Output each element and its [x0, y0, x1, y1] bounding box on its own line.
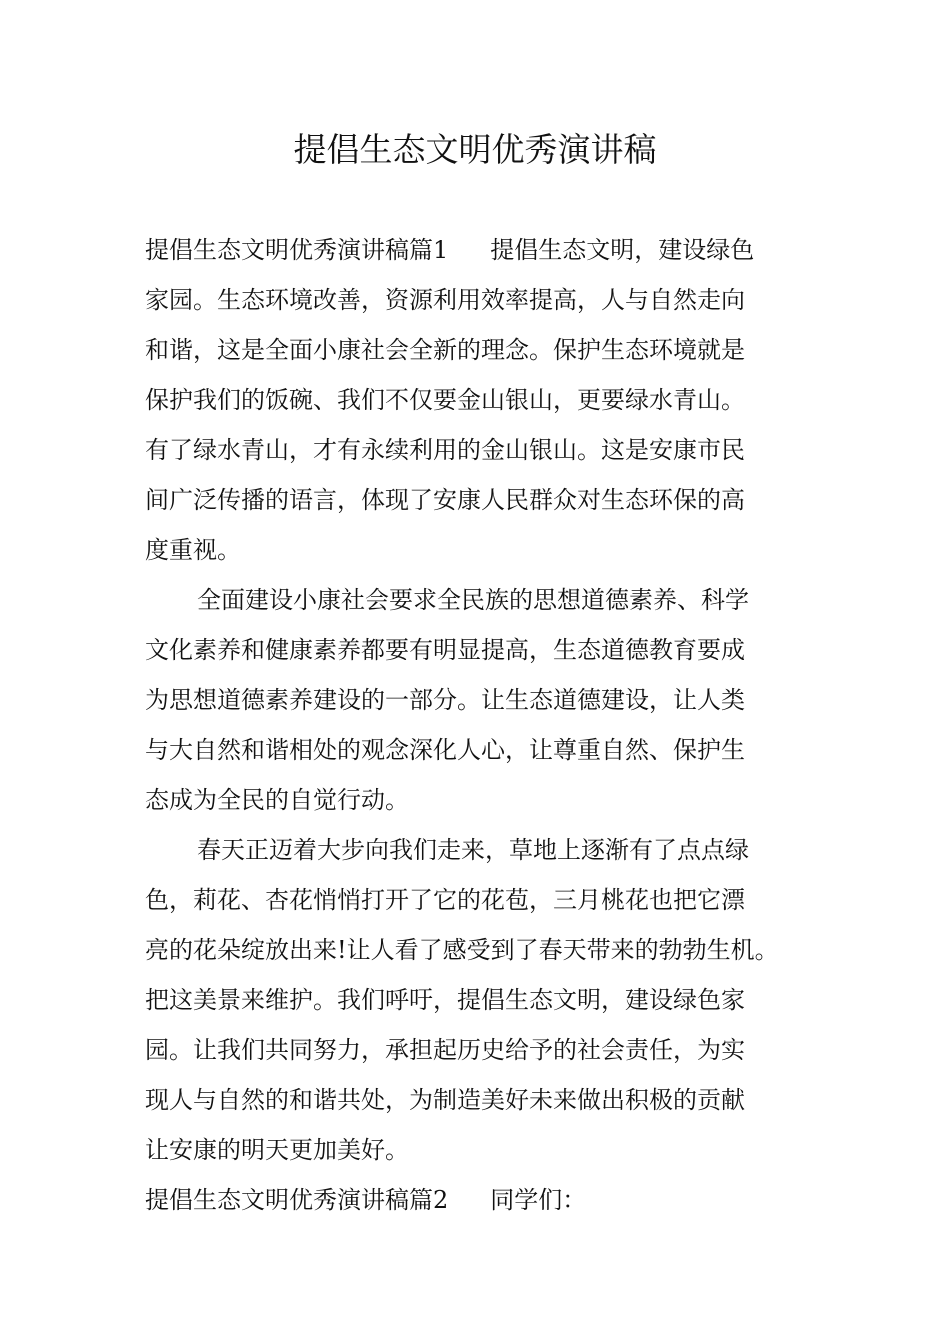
document-body: [145, 225, 810, 1225]
paragraph-line: 间广泛传播的语言，体现了安康人民群众对生态环保的高: [145, 486, 745, 514]
paragraph-line: 让安康的明天更加美好。: [145, 1136, 409, 1164]
paragraph-line: 园。让我们共同努力，承担起历史给予的社会责任，为实: [145, 1036, 745, 1064]
paragraph-line: 把这美景来维护。我们呼吁，提倡生态文明，建设绿色家: [145, 986, 745, 1014]
paragraph-line: 和谐，这是全面小康社会全新的理念。保护生态环境就是: [145, 336, 745, 364]
paragraph-line: 亮的花朵绽放出来!让人看了感受到了春天带来的勃勃生机。: [145, 936, 779, 964]
paragraph-line: 文化素养和健康素养都要有明显提高，生态道德教育要成: [145, 636, 745, 664]
section-2-heading-line: [145, 1175, 810, 1225]
paragraph-line: 现人与自然的和谐共处，为制造美好未来做出积极的贡献: [145, 1086, 745, 1114]
paragraph-line: 为思想道德素养建设的一部分。让生态道德建设，让人类: [145, 686, 745, 714]
paragraph-line: 家园。生态环境改善，资源利用效率提高，人与自然走向: [145, 286, 745, 314]
paragraph-text: 提倡生态文明，建设绿色: [490, 236, 755, 264]
section-1-heading-line: [145, 225, 810, 275]
paragraph-text: 同学们：: [490, 1186, 587, 1214]
paragraph-line: 色，莉花、杏花悄悄打开了它的花苞，三月桃花也把它漂: [145, 886, 745, 914]
section-heading: 提倡生态文明优秀演讲稿篇1: [145, 236, 449, 264]
paragraph-line: 有了绿水青山，才有永续利用的金山银山。这是安康市民: [145, 436, 745, 464]
paragraph-line: 态成为全民的自觉行动。: [145, 786, 409, 814]
section-heading: 提倡生态文明优秀演讲稿篇2: [145, 1186, 449, 1214]
paragraph-line: 保护我们的饭碗、我们不仅要金山银山，更要绿水青山。: [145, 386, 745, 414]
paragraph-line: 度重视。: [145, 536, 241, 564]
paragraph-line: 全面建设小康社会要求全民族的思想道德素养、科学: [197, 586, 749, 614]
paragraph-line: 春天正迈着大步向我们走来，草地上逐渐有了点点绿: [197, 836, 749, 864]
paragraph-line: 与大自然和谐相处的观念深化人心，让尊重自然、保护生: [145, 736, 745, 764]
document-title: 提倡生态文明优秀演讲稿: [293, 130, 657, 169]
